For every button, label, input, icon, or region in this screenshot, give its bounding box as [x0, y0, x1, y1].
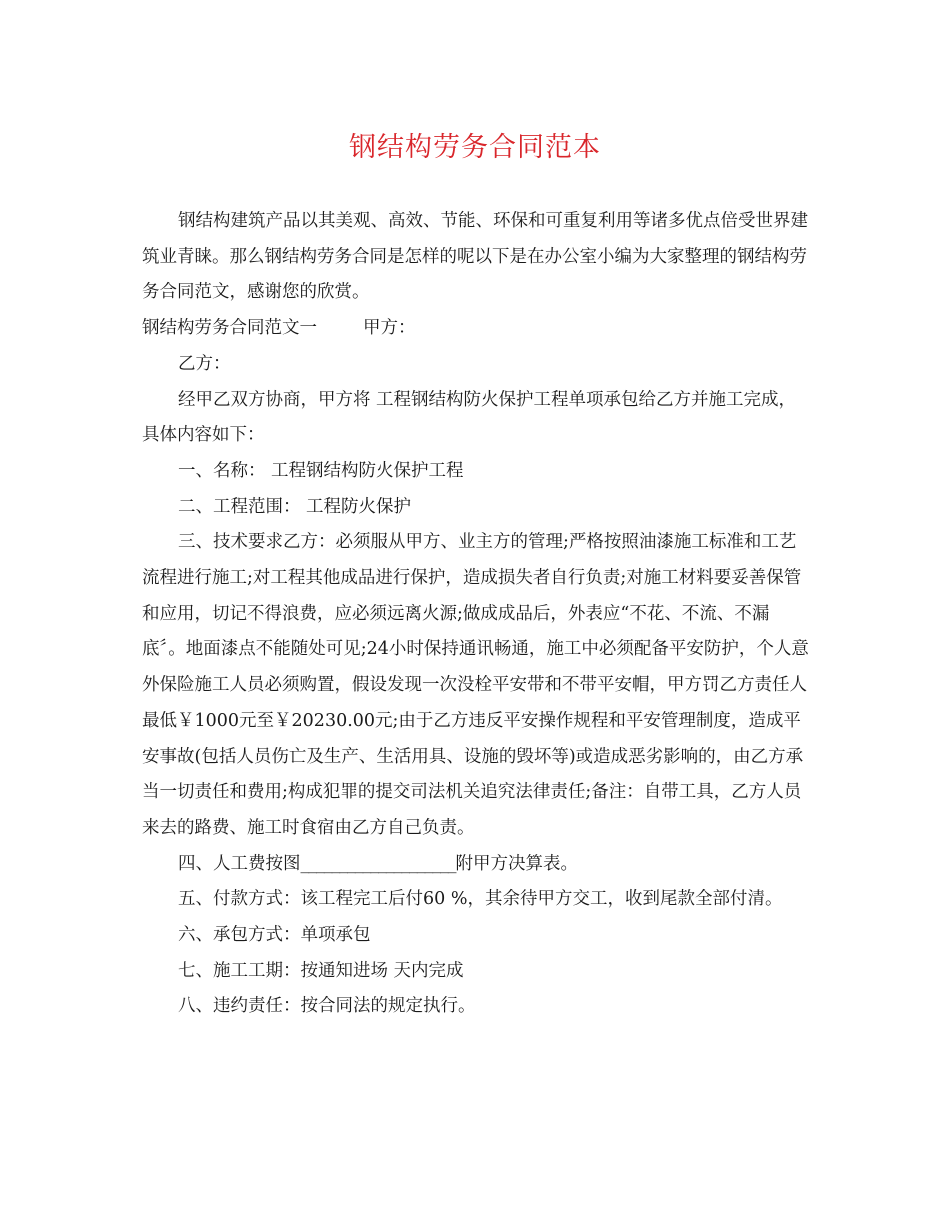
document-title: 钢结构劳务合同范本 [349, 132, 601, 163]
party-b-label: 乙方： [178, 353, 231, 374]
clause-6: 六、承包方式：单项承包 [178, 925, 371, 946]
party-a-label: 甲方： [363, 318, 416, 339]
sample-heading: 钢结构劳务合同范文一 [142, 318, 317, 339]
clause-4 [142, 847, 812, 883]
clause-2: 二、工程范围： 工程防火保护 [178, 496, 412, 517]
clause-8: 八、违约责任：按合同法的规定执行。 [178, 996, 476, 1017]
clause-4-blank: ____________________ [300, 853, 456, 874]
document-body [142, 204, 812, 1025]
agreement-paragraph: 经甲乙双方协商，甲方将 工程钢结构防火保护工程单项承包给乙方并施工完成，具体内容如下： [142, 389, 797, 446]
sample-heading-line [142, 311, 812, 347]
clause-5: 五、付款方式：该工程完工后付60 %，其余待甲方交工，收到尾款全部付清。 [178, 889, 783, 910]
clause-3: 三、技术要求乙方：必须服从甲方、业主方的管理;严格按照油漆施工标准和工艺流程进行施工;对工程其他成品进行保护，造成损失者自行负责;对施工材料要妥善保管和应用，切记不得浪费，应必须远离火源;做成成品后，外表应“不花、不流、不漏底〞。地面漆点不能随处可见;24小时保持通讯畅通，施工中必须配备平安防护，个人意外保险施工人员必须购置，假设发现一次没栓平安带和不带平安帽，甲方罚乙方责任人最低￥1000元至￥20230.00元;由于乙方违反平安操作规程和平安管理制度，造成平安事故(包括人员伤亡及生产、生活用具、设施的毁坏等)或造成恶劣影响的，由乙方承当一切责任和费用;构成犯罪的提交司法机关追究法律责任;备注：自带工具，乙方人员来去的路费、施工时食宿由乙方自己负责。 [142, 532, 809, 838]
clause-7: 七、施工工期：按通知进场 天内完成 [178, 960, 464, 981]
clause-1: 一、名称： 工程钢结构防火保护工程 [178, 460, 464, 481]
intro-paragraph: 钢结构建筑产品以其美观、高效、节能、环保和可重复利用等诸多优点倍受世界建筑业青睐。那么钢结构劳务合同是怎样的呢以下是在办公室小编为大家整理的钢结构劳务合同范文，感谢您的欣赏。 [142, 211, 808, 303]
clause-4-suffix: 附甲方决算表。 [455, 853, 578, 874]
clause-4-prefix: 四、人工费按图 [178, 853, 301, 874]
